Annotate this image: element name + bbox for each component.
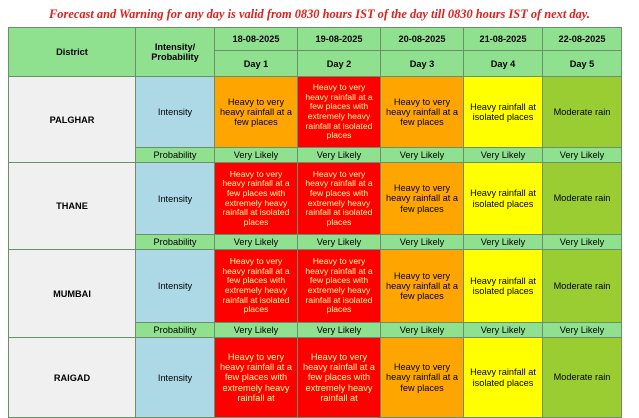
probability-cell: Very Likely <box>298 235 381 250</box>
district-header: District <box>9 28 136 77</box>
forecast-text: Heavy rainfall at isolated places <box>470 101 536 122</box>
probability-cell: Very Likely <box>381 148 464 163</box>
forecast-cell <box>464 163 543 235</box>
district-name: MUMBAI <box>9 250 136 338</box>
intensity-label: Intensity <box>136 250 215 323</box>
forecast-text: Heavy rainfall at isolated places <box>470 188 536 209</box>
forecast-cell <box>464 338 543 418</box>
forecast-text: Heavy to very heavy rainfall at a few places <box>385 96 458 128</box>
probability-cell: Very Likely <box>543 323 622 338</box>
probability-cell: Very Likely <box>298 323 381 338</box>
probability-cell: Very Likely <box>298 148 381 163</box>
forecast-cell <box>381 250 464 323</box>
probability-cell: Very Likely <box>464 148 543 163</box>
forecast-cell <box>381 163 464 235</box>
probability-cell: Very Likely <box>464 235 543 250</box>
forecast-text: Heavy to very heavy rainfall at a few places with extremely heavy rainfall at <box>302 351 375 403</box>
forecast-text: Heavy to very heavy rainfall at a few places with extremely heavy rainfall at isolated places <box>222 168 290 227</box>
intensity-label: Intensity <box>136 163 215 235</box>
forecast-cell <box>298 77 381 148</box>
forecast-text: Heavy to very heavy rainfall at a few places <box>385 362 458 393</box>
day-header: Day 2 <box>298 51 381 77</box>
forecast-text: Heavy to very heavy rainfall at a few places with extremely heavy rainfall at isolated places <box>305 82 373 141</box>
date-header: 20-08-2025 <box>381 28 464 51</box>
forecast-table <box>8 27 622 418</box>
forecast-cell <box>298 163 381 235</box>
forecast-cell <box>543 338 622 418</box>
forecast-text: Moderate rain <box>553 193 611 204</box>
day-header: Day 5 <box>543 51 622 77</box>
forecast-text: Heavy to very heavy rainfall at a few places with extremely heavy rainfall at isolated places <box>222 256 290 315</box>
intensity-probability-header: Intensity/ Probability <box>136 28 215 77</box>
probability-cell: Very Likely <box>464 323 543 338</box>
forecast-cell <box>464 77 543 148</box>
probability-cell: Very Likely <box>215 148 298 163</box>
probability-cell: Very Likely <box>381 323 464 338</box>
probability-cell: Very Likely <box>215 323 298 338</box>
intensity-label: Intensity <box>136 338 215 418</box>
day-header: Day 3 <box>381 51 464 77</box>
probability-label: Probability <box>136 235 215 250</box>
date-header: 21-08-2025 <box>464 28 543 51</box>
forecast-cell <box>215 163 298 235</box>
forecast-cell <box>543 250 622 323</box>
forecast-cell <box>298 250 381 323</box>
forecast-text: Heavy to very heavy rainfall at a few places with extremely heavy rainfall at isolated places <box>305 256 373 315</box>
validity-banner: Forecast and Warning for any day is valid from 0830 hours IST of the day till 0830 hours IST of next day. <box>49 7 590 21</box>
forecast-text: Moderate rain <box>553 372 611 383</box>
intensity-label: Intensity <box>136 77 215 148</box>
forecast-text: Heavy rainfall at isolated places <box>470 275 536 296</box>
forecast-text: Heavy rainfall at isolated places <box>470 367 536 388</box>
forecast-cell <box>543 77 622 148</box>
probability-cell: Very Likely <box>381 235 464 250</box>
forecast-cell <box>464 250 543 323</box>
forecast-cell <box>298 338 381 418</box>
date-header: 18-08-2025 <box>215 28 298 51</box>
date-header: 22-08-2025 <box>543 28 622 51</box>
forecast-cell <box>543 163 622 235</box>
forecast-text: Heavy to very heavy rainfall at a few places <box>385 270 458 302</box>
forecast-text: Heavy to very heavy rainfall at a few places with extremely heavy rainfall at isolated places <box>305 168 373 227</box>
probability-label: Probability <box>136 148 215 163</box>
forecast-cell <box>215 77 298 148</box>
forecast-text: Moderate rain <box>553 280 611 291</box>
probability-cell: Very Likely <box>215 235 298 250</box>
probability-cell: Very Likely <box>543 235 622 250</box>
forecast-text: Heavy to very heavy rainfall at a few places with extremely heavy rainfall at <box>219 351 292 403</box>
forecast-cell <box>215 250 298 323</box>
day-header: Day 4 <box>464 51 543 77</box>
probability-cell: Very Likely <box>543 148 622 163</box>
date-header: 19-08-2025 <box>298 28 381 51</box>
forecast-cell <box>215 338 298 418</box>
forecast-text: Heavy to very heavy rainfall at a few places <box>219 96 292 128</box>
probability-label: Probability <box>136 323 215 338</box>
forecast-cell <box>381 77 464 148</box>
day-header: Day 1 <box>215 51 298 77</box>
district-name: PALGHAR <box>9 77 136 163</box>
forecast-text: Heavy to very heavy rainfall at a few places <box>385 183 458 214</box>
forecast-text: Moderate rain <box>553 106 611 117</box>
district-name: THANE <box>9 163 136 250</box>
district-name: RAIGAD <box>9 338 136 418</box>
forecast-cell <box>381 338 464 418</box>
